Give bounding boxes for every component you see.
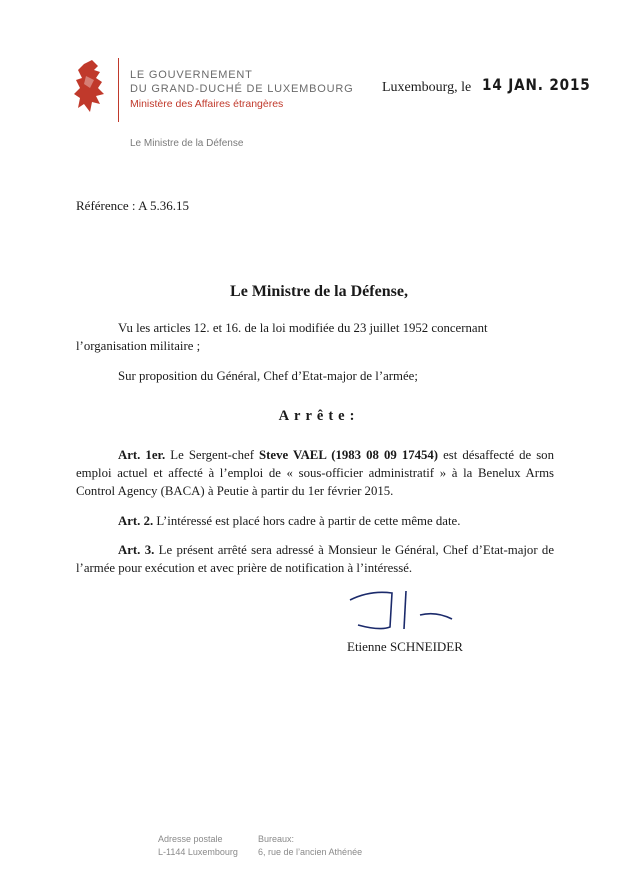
footer-postal-label: Adresse postale: [158, 834, 223, 844]
footer-office-value: 6, rue de l’ancien Athénée: [258, 847, 363, 857]
article-2-label: Art. 2.: [118, 514, 154, 528]
article-3-text: Le présent arrêté sera adressé à Monsieur le Général, Chef d’Etat-major de l’armée pour exécution et avec prière de notification à l’intéressé.: [76, 543, 554, 575]
footer-office: [258, 833, 362, 859]
article-1-person: Steve VAEL (1983 08 09 17454): [259, 448, 439, 462]
intro-paragraph-1: Vu les articles 12. et 16. de la loi modifiée du 23 juillet 1952 concernant l’organisation militaire ;: [76, 321, 488, 353]
article-2: [76, 512, 554, 530]
government-line-1: LE GOUVERNEMENT: [130, 69, 253, 81]
place-label: Luxembourg, le: [382, 80, 472, 95]
red-lion-icon: [70, 58, 110, 118]
date-stamp: 14 JAN. 2015: [482, 75, 591, 94]
signatory-name: Etienne SCHNEIDER: [347, 639, 463, 654]
reference: Référence : A 5.36.15: [76, 198, 189, 213]
article-1-text-b: est désaffecté de son emploi actuel et affecté à l’emploi de « sous-officier administratif » à la Benelux Arms Control Agency (BACA) à Peutie à partir du 1er février 2015.: [76, 448, 554, 498]
intro-paragraph-2: Sur proposition du Général, Chef d’Etat-major de l’armée;: [118, 369, 418, 383]
article-3: [76, 541, 554, 577]
minister-subtitle: Le Ministre de la Défense: [130, 138, 244, 149]
article-1: [76, 446, 554, 500]
footer-office-label: Bureaux:: [258, 834, 295, 844]
arrete-heading: Arrête:: [278, 408, 360, 424]
footer-postal-value: L-1144 Luxembourg: [158, 847, 238, 857]
article-2-text: L’intéressé est placé hors cadre à partir de cette même date.: [153, 514, 461, 528]
article-1-text-a: Le Sergent-chef: [165, 448, 260, 462]
handwritten-signature: [340, 585, 460, 640]
footer-postal: [158, 833, 238, 859]
page-title: Le Ministre de la Défense,: [230, 283, 408, 300]
ministry-name: Ministère des Affaires étrangères: [130, 98, 284, 110]
government-line-2: DU GRAND-DUCHÉ DE LUXEMBOURG: [130, 83, 354, 95]
header-divider: [118, 58, 119, 122]
article-1-label: Art. 1er.: [118, 448, 166, 462]
article-3-label: Art. 3.: [118, 543, 155, 557]
